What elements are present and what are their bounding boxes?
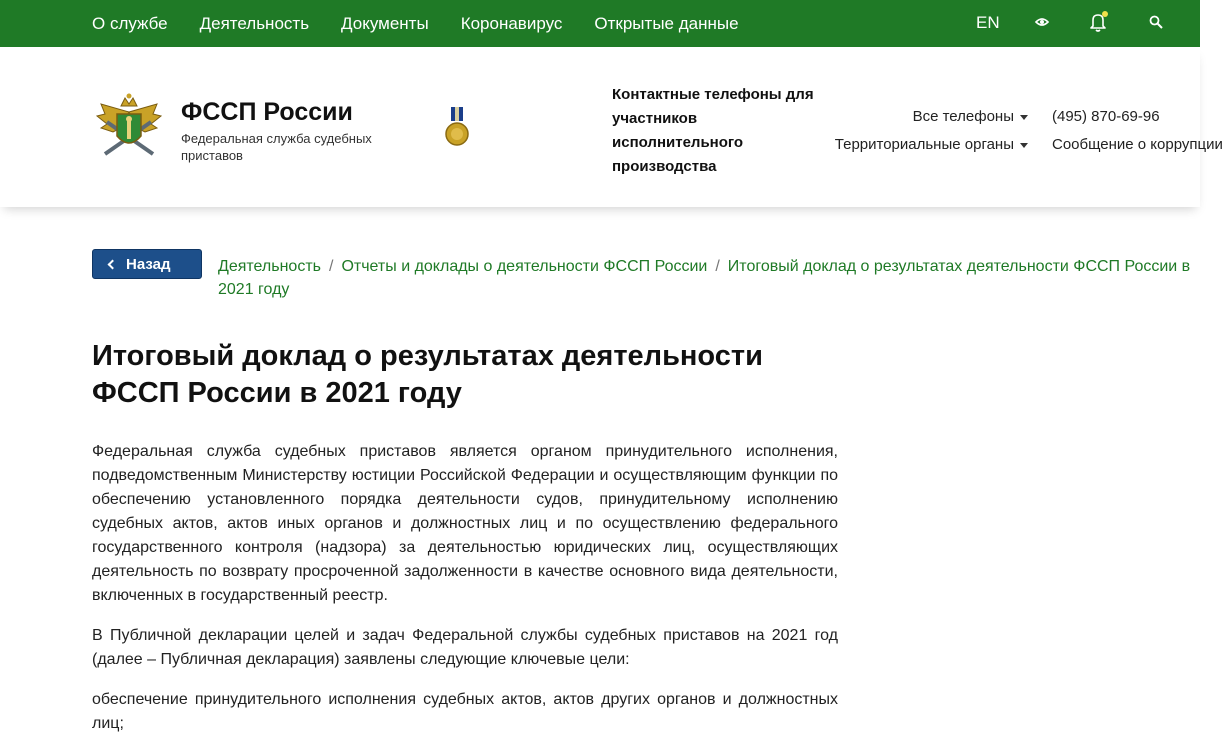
breadcrumb (218, 255, 1200, 301)
header-phones (1052, 103, 1223, 159)
main-menu (92, 0, 771, 47)
top-tools (940, 0, 1200, 47)
article-paragraph: Федеральная служба судебных приставов является органом принудительного исполнения, подведомственным Министерству юстиции Российской Федерации и осуществляющим функции по обеспечению установленного порядка деятельности судов, принудительному исполнению судебных актов, актов иных органов и должностных лиц и по осуществлению федерального государственного контроля (надзора) за деятельностью юридических лиц, осуществляющих деятельность по возврату просроченной задолженности в качестве основного вида деятельности, включенных в государственный реестр. (92, 443, 838, 604)
breadcrumb-separator: / (715, 258, 720, 275)
back-button[interactable] (92, 249, 202, 279)
top-navigation-bar (0, 0, 1200, 47)
all-phones-label: Все телефоны (912, 108, 1014, 125)
search-icon[interactable] (1149, 15, 1163, 29)
notification-dot (1102, 11, 1108, 17)
breadcrumb-separator: / (328, 258, 334, 275)
article-paragraph: обеспечение принудительного исполнения судебных актов, актов других органов и должностных лиц; (92, 691, 838, 732)
chevron-left-icon (108, 259, 118, 269)
breadcrumb-item-activity[interactable]: Деятельность (218, 258, 321, 275)
nav-item-open-data[interactable]: Открытые данные (594, 13, 739, 33)
language-switch[interactable]: EN (976, 13, 1000, 32)
territorial-bodies-dropdown[interactable] (780, 131, 1028, 159)
article-paragraph: В Публичной декларации целей и задач Федеральной службы судебных приставов на 2021 год (далее – Публичная декларация) заявлены следующие ключевые цели: (92, 627, 838, 668)
eye-icon[interactable] (1035, 17, 1049, 27)
article-body (92, 440, 838, 752)
phone-number[interactable]: (495) 870-69-96 (1052, 108, 1160, 125)
nav-item-documents[interactable]: Документы (341, 13, 429, 33)
site-header (0, 47, 1223, 207)
header-dropdowns (780, 103, 1028, 159)
all-phones-dropdown[interactable] (780, 103, 1028, 131)
chevron-down-icon (1020, 115, 1028, 120)
back-button-label: Назад (126, 255, 171, 273)
fssp-emblem-icon[interactable] (95, 92, 163, 164)
chevron-down-icon (1020, 143, 1028, 148)
nav-item-about[interactable]: О службе (92, 13, 168, 33)
medal-icon (444, 107, 470, 149)
territorial-bodies-label: Территориальные органы (834, 136, 1014, 153)
breadcrumb-item-reports[interactable]: Отчеты и доклады о деятельности ФССП России (341, 258, 708, 275)
breadcrumb-item-current[interactable]: Итоговый доклад о результатах деятельности ФССП России в 2021 году (218, 258, 1191, 298)
contacts-title-link[interactable]: Контактные телефоны для участников исполнительного производства (612, 86, 814, 175)
page-title: Итоговый доклад о результатах деятельности ФССП России в 2021 году (92, 340, 763, 409)
bell-icon[interactable] (1089, 11, 1109, 33)
nav-item-coronavirus[interactable]: Коронавирус (460, 13, 563, 33)
site-title[interactable]: ФССП России (181, 98, 353, 126)
corruption-report-link[interactable]: Сообщение о коррупции (1052, 136, 1223, 153)
nav-item-activity[interactable]: Деятельность (199, 13, 310, 33)
site-subtitle: Федеральная служба судебных приставов (181, 131, 372, 163)
